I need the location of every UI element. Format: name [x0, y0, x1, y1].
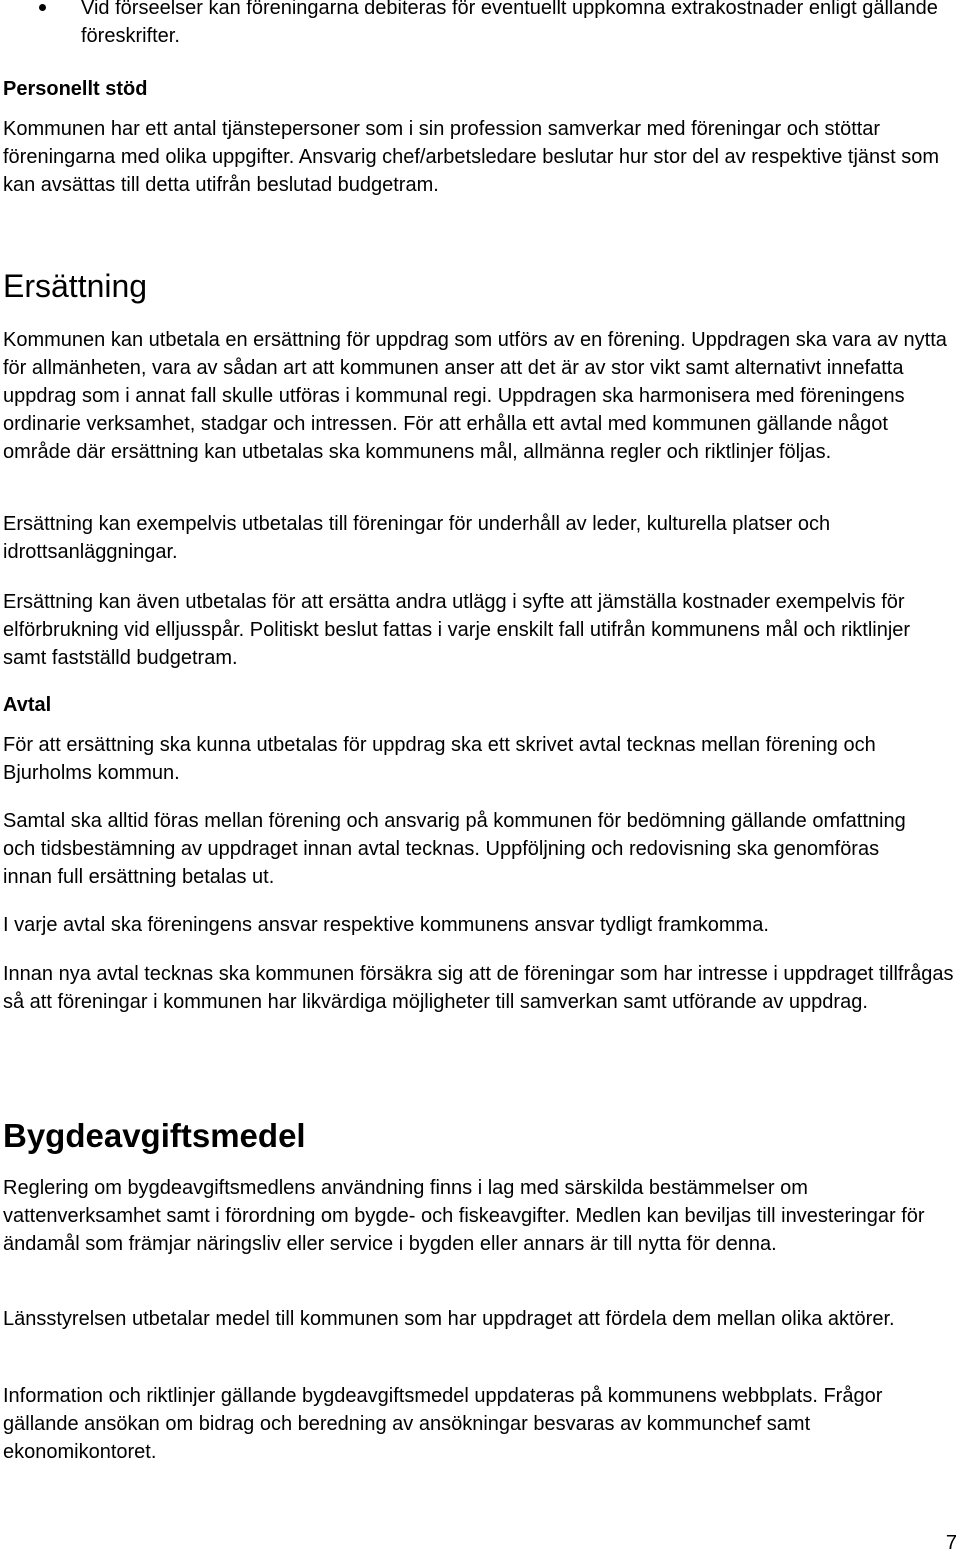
- page-number: 7: [945, 1532, 957, 1554]
- paragraph-ersattning-2: Ersättning kan exempelvis utbetalas till föreningar för underhåll av leder, kulturella platser och idrottsanläggningar.: [3, 513, 831, 563]
- section-heading-ersattning: Ersättning: [3, 268, 148, 304]
- paragraph-avtal-2: Samtal ska alltid föras mellan förening och ansvarig på kommunen för bedömning gällande omfattning och tidsbestämning av uppdraget innan avtal tecknas. Uppföljning och redovisning ska genomföras innan full ersättning betalas ut.: [3, 810, 906, 888]
- section-heading-avtal: Avtal: [3, 694, 52, 716]
- paragraph-bygde-3: Information och riktlinjer gällande bygdeavgiftsmedel uppdateras på kommunens webbplats. Frågor gällande ansökan om bidrag och beredning av ansökningar besvaras av kommunchef samt ekonomikontoret.: [3, 1385, 883, 1463]
- section-heading-personellt: Personellt stöd: [3, 78, 148, 100]
- paragraph-ersattning-3: Ersättning kan även utbetalas för att ersätta andra utlägg i syfte att jämställa kostnader exempelvis för elförbrukning vid elljusspår. Politiskt beslut fattas i varje enskilt fall utifrån kommunens mål och riktlinjer samt fastställd budgetram.: [3, 591, 911, 669]
- paragraph-avtal-3: I varje avtal ska föreningens ansvar respektive kommunens ansvar tydligt framkomma.: [3, 914, 769, 936]
- paragraph-bygde-1: Reglering om bygdeavgiftsmedlens användning finns i lag med särskilda bestämmelser om vattenverksamhet samt i förordning om bygde- och fiskeavgifter. Medlen kan beviljas till investeringar för ändamål som främjar näringsliv eller service i bygden eller annars är till nytta för denna.: [3, 1177, 925, 1255]
- paragraph-bygde-2: Länsstyrelsen utbetalar medel till kommunen som har uppdraget att fördela dem mellan olika aktörer.: [3, 1308, 895, 1330]
- bullet-icon: [39, 4, 46, 11]
- paragraph-avtal-4: Innan nya avtal tecknas ska kommunen försäkra sig att de föreningar som har intresse i uppdraget tillfrågas så att föreningar i kommunen har likvärdiga möjligheter till samverkan samt utförande av uppdrag.: [3, 963, 954, 1013]
- list-item: [3, 0, 960, 50]
- paragraph-ersattning-1: Kommunen kan utbetala en ersättning för uppdrag som utförs av en förening. Uppdragen ska vara av nytta för allmänheten, vara av sådan art att kommunen anser att det är av stor vikt samt alternativt innefatta uppdrag som i annat fall skulle utföras i kommunal regi. Uppdragen ska harmonisera med föreningens ordinarie verksamhet, stadgar och intressen. För att erhålla ett avtal med kommunen gällande något område där ersättning kan utbetalas ska kommunens mål, allmänna regler och riktlinjer följas.: [3, 329, 947, 463]
- paragraph-avtal-1: För att ersättning ska kunna utbetalas för uppdrag ska ett skrivet avtal tecknas mellan förening och Bjurholms kommun.: [3, 734, 876, 784]
- paragraph-personellt-1: Kommunen har ett antal tjänstepersoner som i sin profession samverkar med föreningar och stöttar föreningarna med olika uppgifter. Ansvarig chef/arbetsledare beslutar hur stor del av respektive tjänst som kan avsättas till detta utifrån beslutad budgetram.: [3, 118, 940, 196]
- bullet-text: Vid förseelser kan föreningarna debiteras för eventuellt uppkomna extrakostnader enligt gällande föreskrifter.: [81, 0, 938, 47]
- section-heading-bygdeavgiftsmedel: Bygdeavgiftsmedel: [3, 1117, 306, 1154]
